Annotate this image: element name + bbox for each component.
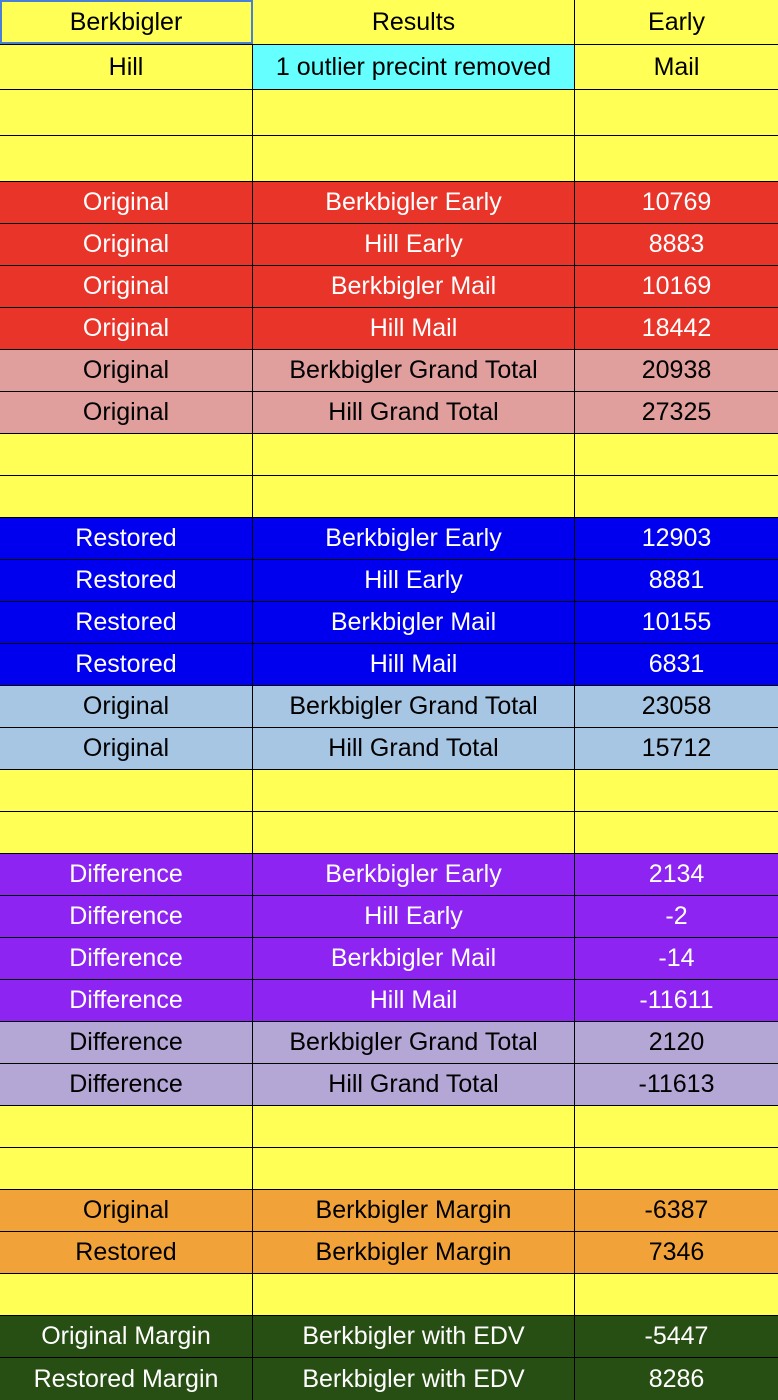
cell-a1[interactable]: Berkbigler [0,0,253,44]
empty-cell[interactable] [253,476,575,517]
header-row-2 [0,45,778,90]
row-label-cell[interactable]: Restored [0,560,253,601]
empty-cell[interactable] [253,90,575,135]
empty-cell[interactable] [253,434,575,475]
empty-cell[interactable] [575,1106,778,1147]
row-label-cell[interactable]: Original [0,350,253,391]
cell-c2[interactable]: Mail [575,45,778,89]
row-label-cell[interactable]: Difference [0,1064,253,1105]
empty-cell[interactable] [575,1274,778,1315]
row-label-cell[interactable]: Original [0,728,253,769]
table-row [0,980,778,1022]
empty-cell[interactable] [575,812,778,853]
empty-cell[interactable] [575,476,778,517]
table-row [0,1022,778,1064]
value-cell[interactable]: -11613 [575,1064,778,1105]
empty-cell[interactable] [0,812,253,853]
value-cell[interactable]: 20938 [575,350,778,391]
metric-cell[interactable]: Berkbigler Grand Total [253,686,575,727]
value-cell[interactable]: 15712 [575,728,778,769]
table-row [0,350,778,392]
metric-cell[interactable]: Hill Mail [253,980,575,1021]
value-cell[interactable]: 10769 [575,182,778,223]
empty-cell[interactable] [575,90,778,135]
empty-cell[interactable] [0,1274,253,1315]
row-label-cell[interactable]: Restored [0,644,253,685]
empty-cell[interactable] [253,812,575,853]
blank-row [0,136,778,182]
table-row [0,644,778,686]
empty-cell[interactable] [575,434,778,475]
row-label-cell[interactable]: Restored Margin [0,1358,253,1400]
row-label-cell[interactable]: Difference [0,980,253,1021]
empty-cell[interactable] [253,770,575,811]
row-label-cell[interactable]: Original [0,1190,253,1231]
cell-b1[interactable]: Results [253,0,575,44]
metric-cell[interactable]: Berkbigler Mail [253,266,575,307]
table-row [0,1232,778,1274]
table-row [0,602,778,644]
value-cell[interactable]: 8286 [575,1358,778,1400]
cell-c1[interactable]: Early [575,0,778,44]
empty-cell[interactable] [0,90,253,135]
value-cell[interactable]: 7346 [575,1232,778,1273]
table-row [0,896,778,938]
metric-cell[interactable]: Berkbigler Margin [253,1190,575,1231]
value-cell[interactable]: 2120 [575,1022,778,1063]
value-cell[interactable]: 18442 [575,308,778,349]
blank-row [0,770,778,812]
blank-row [0,812,778,854]
row-label-cell[interactable]: Restored [0,602,253,643]
blank-row [0,1106,778,1148]
table-row [0,1190,778,1232]
row-label-cell[interactable]: Difference [0,1022,253,1063]
value-cell[interactable]: -2 [575,896,778,937]
blank-row [0,476,778,518]
value-cell[interactable]: -14 [575,938,778,979]
row-label-cell[interactable]: Original [0,686,253,727]
value-cell[interactable]: 12903 [575,518,778,559]
empty-cell[interactable] [0,770,253,811]
blank-row [0,1274,778,1316]
table-row [0,1316,778,1358]
empty-cell[interactable] [253,136,575,181]
value-cell[interactable]: -5447 [575,1316,778,1357]
table-row [0,686,778,728]
table-row [0,854,778,896]
empty-cell[interactable] [575,136,778,181]
value-cell[interactable]: 27325 [575,392,778,433]
empty-cell[interactable] [0,1106,253,1147]
metric-cell[interactable]: Berkbigler Early [253,182,575,223]
empty-cell[interactable] [253,1106,575,1147]
value-cell[interactable]: 8881 [575,560,778,601]
metric-cell[interactable]: Hill Grand Total [253,728,575,769]
cell-b2[interactable]: 1 outlier precint removed [253,45,575,89]
value-cell[interactable]: 23058 [575,686,778,727]
row-label-cell[interactable]: Original [0,182,253,223]
value-cell[interactable]: -11611 [575,980,778,1021]
metric-cell[interactable]: Hill Early [253,896,575,937]
blank-row [0,434,778,476]
table-row [0,266,778,308]
header-row-1 [0,0,778,45]
empty-cell[interactable] [0,476,253,517]
empty-cell[interactable] [575,1148,778,1189]
table-row [0,1064,778,1106]
metric-cell[interactable]: Berkbigler Grand Total [253,350,575,391]
metric-cell[interactable]: Berkbigler with EDV [253,1358,575,1400]
metric-cell[interactable]: Berkbigler Mail [253,602,575,643]
row-label-cell[interactable]: Restored [0,1232,253,1273]
metric-cell[interactable]: Berkbigler Margin [253,1232,575,1273]
row-label-cell[interactable]: Difference [0,896,253,937]
metric-cell[interactable]: Berkbigler with EDV [253,1316,575,1357]
empty-cell[interactable] [0,136,253,181]
value-cell[interactable]: 6831 [575,644,778,685]
metric-cell[interactable]: Berkbigler Grand Total [253,1022,575,1063]
row-label-cell[interactable]: Original [0,266,253,307]
metric-cell[interactable]: Hill Grand Total [253,1064,575,1105]
value-cell[interactable]: -6387 [575,1190,778,1231]
value-cell[interactable]: 10155 [575,602,778,643]
value-cell[interactable]: 10169 [575,266,778,307]
table-row [0,1358,778,1400]
blank-row [0,90,778,136]
metric-cell[interactable]: Berkbigler Early [253,518,575,559]
value-cell[interactable]: 2134 [575,854,778,895]
row-label-cell[interactable]: Original [0,392,253,433]
blank-row [0,1148,778,1190]
metric-cell[interactable]: Hill Grand Total [253,392,575,433]
table-row [0,560,778,602]
table-row [0,224,778,266]
empty-cell[interactable] [575,770,778,811]
table-row [0,728,778,770]
empty-cell[interactable] [253,1148,575,1189]
table-row [0,392,778,434]
table-row [0,518,778,560]
value-cell[interactable]: 8883 [575,224,778,265]
metric-cell[interactable]: Berkbigler Early [253,854,575,895]
empty-cell[interactable] [253,1274,575,1315]
table-row [0,182,778,224]
cell-a2[interactable]: Hill [0,45,253,89]
metric-cell[interactable]: Berkbigler Mail [253,938,575,979]
row-label-cell[interactable]: Difference [0,938,253,979]
row-label-cell[interactable]: Original Margin [0,1316,253,1357]
row-label-cell[interactable]: Original [0,308,253,349]
row-label-cell[interactable]: Difference [0,854,253,895]
metric-cell[interactable]: Hill Mail [253,644,575,685]
table-row [0,938,778,980]
metric-cell[interactable]: Hill Early [253,560,575,601]
metric-cell[interactable]: Hill Early [253,224,575,265]
metric-cell[interactable]: Hill Mail [253,308,575,349]
table-row [0,308,778,350]
empty-cell[interactable] [0,434,253,475]
row-label-cell[interactable]: Original [0,224,253,265]
empty-cell[interactable] [0,1148,253,1189]
row-label-cell[interactable]: Restored [0,518,253,559]
